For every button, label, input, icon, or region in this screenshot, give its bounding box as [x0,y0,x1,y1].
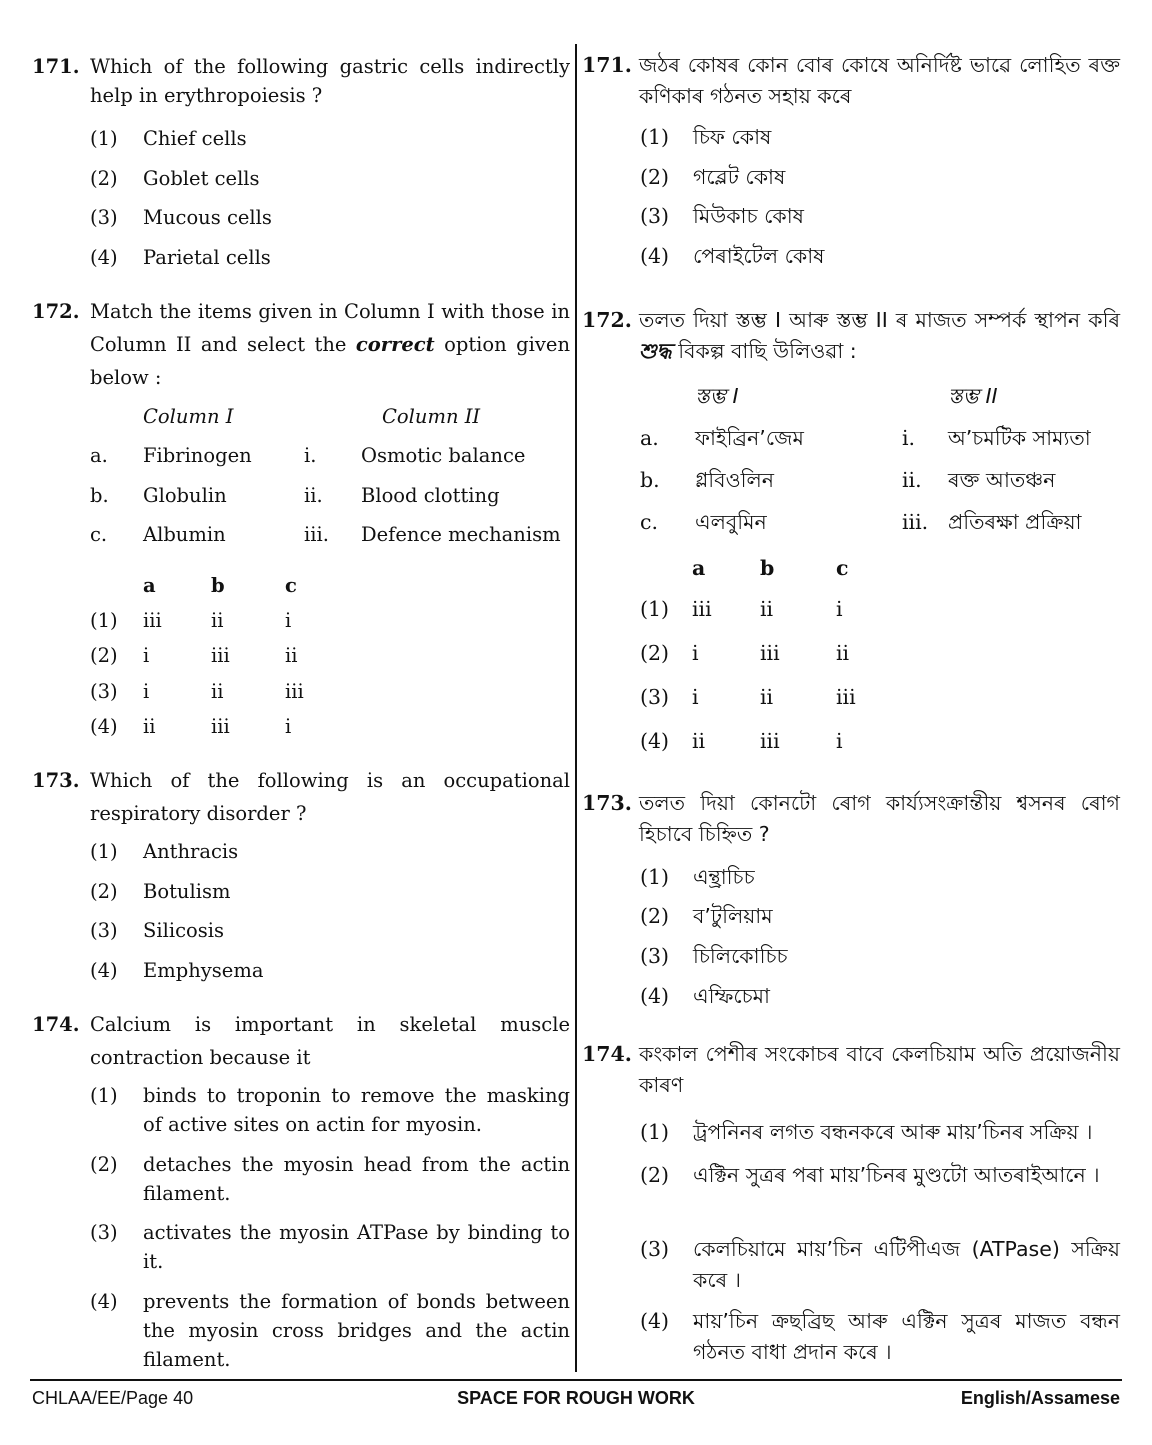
question-text: তলত দিয়া কোনটো ৰোগ কাৰ্য্যসংক্ৰান্তীয় শ্বসনৰ ৰোগ হিচাবে চিহ্নিত ? [639,791,1120,846]
answer-value: ii [760,597,774,621]
option-171-3-as: (3) মিউকাচ কোষ [640,204,804,228]
match-label: b. [90,484,109,507]
question-number: 172. [32,300,80,323]
language-label: English/Assamese [960,1388,1120,1408]
option-174-2-en: (2) detaches the myosin head from the actin filament. [90,1153,570,1205]
column-i-heading: স্তম্ভ I [695,384,739,408]
answer-value: iii [760,729,780,753]
match-item: Globulin [143,484,227,507]
question-174-as [582,1039,1120,1101]
answer-value: iii [836,685,856,709]
option-173-1-as: (1) এন্থ্ৰাচিচ [640,865,755,889]
question-text: Match the items given in Column I with those in Column II and select the correct option given below : [90,300,570,389]
answer-value: i [692,685,699,709]
answer-value: i [836,597,843,621]
answer-value: i [285,715,292,738]
option-173-2-as: (2) ব’টুলিয়াম [640,904,773,928]
rough-work-label: SPACE FOR ROUGH WORK [457,1388,695,1408]
answer-head-a: a [692,556,706,580]
option-174-4-as: (4) মায়’চিন ক্ৰছব্ৰিছ আৰু এক্টিন সুত্ৰৰ মাজত বন্ধন গঠনত বাধা প্ৰদান কৰে । [640,1309,1120,1364]
answer-value: iii [692,597,712,621]
page-code: CHLAA/EE/Page 40 [32,1388,194,1408]
option-174-3-as: (3) কেলচিয়ামে মায়’চিন এটিপীএজ (ATPase) সক্ৰিয় কৰে । [640,1237,1120,1292]
match-label: c. [90,523,108,546]
match-item: অ’চমটিক সাম্যতা [948,426,1091,450]
answer-value: ii [836,641,850,665]
answer-value: i [692,641,699,665]
question-number: 173. [582,791,632,815]
question-number: 173. [32,769,80,792]
question-text: Calcium is important in skeletal muscle contraction because it [90,1013,570,1069]
match-item: Fibrinogen [143,444,252,467]
answer-head-c: c [836,556,849,580]
match-label: i. [902,426,916,450]
match-item: প্ৰতিৰক্ষা প্ৰক্ৰিয়া [948,510,1082,534]
answer-value: i [143,644,150,667]
match-label: ii. [902,468,922,492]
option-174-1-en: (1) binds to troponin to remove the masking of active sites on actin for myosin. [90,1084,570,1136]
answer-value: iii [285,680,304,703]
answer-value: ii [760,685,774,709]
footer-rule [30,1379,1122,1381]
match-label: b. [640,468,660,492]
match-item: Osmotic balance [361,444,526,467]
option-171-3-en: (3) Mucous cells [90,206,272,229]
answer-value: iii [211,644,230,667]
answer-value: ii [692,729,706,753]
answer-option-number: (4) [640,729,670,753]
answer-value: ii [211,680,224,703]
option-174-2-as: (2) এক্টিন সুত্ৰৰ পৰা মায়’চিনৰ মুণ্ডটো আতৰাইআনে । [640,1163,1100,1187]
option-173-4-as: (4) এম্ফিচেমা [640,984,770,1008]
answer-value: i [836,729,843,753]
question-172-en [32,295,570,394]
answer-value: ii [143,715,156,738]
answer-head-a: a [143,574,156,597]
option-171-1-en: (1) Chief cells [90,127,247,150]
answer-head-b: b [760,556,775,580]
match-item: ৰক্ত আতঞ্চন [948,468,1056,492]
match-item: Defence mechanism [361,523,561,546]
match-item: ফাইব্ৰিন’জেম [695,426,804,450]
option-173-3-as: (3) চিলিকোচিচ [640,944,788,968]
answer-value: iii [143,609,162,632]
question-173-en [32,764,570,830]
option-173-4-en: (4) Emphysema [90,959,264,982]
column-i-heading: Column I [143,405,234,428]
question-173-as [582,788,1120,850]
match-item: Blood clotting [361,484,500,507]
option-174-3-en: (3) activates the myosin ATPase by binding to it. [90,1221,570,1273]
option-171-4-en: (4) Parietal cells [90,246,271,269]
answer-value: iii [211,715,230,738]
question-172-as [582,305,1120,367]
question-174-en [32,1008,570,1074]
option-174-4-en: (4) prevents the formation of bonds between the myosin cross bridges and the actin filament. [90,1290,570,1371]
match-item: এলবুমিন [695,510,767,534]
question-text: Which of the following is an occupational respiratory disorder ? [90,769,570,825]
option-174-1-as: (1) ট্ৰপনিনৰ লগত বন্ধনকৰে আৰু মায়’চিনৰ সক্ৰিয় । [640,1120,1093,1144]
answer-value: ii [211,609,224,632]
answer-option-number: (2) [90,644,118,667]
answer-value: i [143,680,150,703]
option-171-2-en: (2) Goblet cells [90,167,260,190]
question-number: 172. [582,308,632,332]
answer-head-b: b [211,574,225,597]
option-173-3-en: (3) Silicosis [90,919,224,942]
answer-option-number: (1) [90,609,118,632]
answer-head-c: c [285,574,297,597]
question-text: জঠৰ কোষৰ কোন বোৰ কোষে অনিৰ্দিষ্ট ভাৱে লোহিত ৰক্ত কণিকাৰ গঠনত সহায় কৰে [639,53,1120,108]
question-number: 171. [32,55,80,78]
option-173-2-en: (2) Botulism [90,880,231,903]
answer-value: ii [285,644,298,667]
question-number: 171. [582,53,632,77]
match-label: ii. [304,484,323,507]
match-label: a. [640,426,659,450]
question-number: 174. [32,1013,80,1036]
match-item: গ্লবিওলিন [695,468,775,492]
question-text: Which of the following gastric cells indirectly help in erythropoiesis ? [90,55,570,107]
question-171-en [32,52,570,110]
question-text: তলত দিয়া স্তম্ভ I আৰু স্তম্ভ II ৰ মাজত সম্পৰ্ক স্থাপন কৰি শুদ্ধ বিকল্প বাছি উলিওৱা : [639,308,1120,363]
option-171-2-as: (2) গব্লেট কোষ [640,165,786,189]
match-item: Albumin [143,523,226,546]
match-label: i. [304,444,317,467]
answer-value: iii [760,641,780,665]
question-text: কংকাল পেশীৰ সংকোচৰ বাবে কেলচিয়াম অতি প্ৰয়োজনীয় কাৰণ [639,1042,1120,1097]
option-173-1-en: (1) Anthracis [90,840,239,863]
match-label: iii. [902,510,929,534]
match-label: a. [90,444,108,467]
answer-value: i [285,609,292,632]
column-ii-heading: Column II [382,405,481,428]
option-171-1-as: (1) চিফ কোষ [640,125,772,149]
answer-option-number: (2) [640,641,670,665]
column-ii-heading: স্তম্ভ II [948,384,998,408]
answer-option-number: (4) [90,715,118,738]
question-171-as [582,50,1120,112]
match-label: c. [640,510,658,534]
answer-option-number: (1) [640,597,670,621]
option-171-4-as: (4) পেৰাইটেল কোষ [640,244,825,268]
match-label: iii. [304,523,329,546]
answer-option-number: (3) [640,685,670,709]
answer-option-number: (3) [90,680,118,703]
question-number: 174. [582,1042,632,1066]
column-divider [575,44,577,1372]
